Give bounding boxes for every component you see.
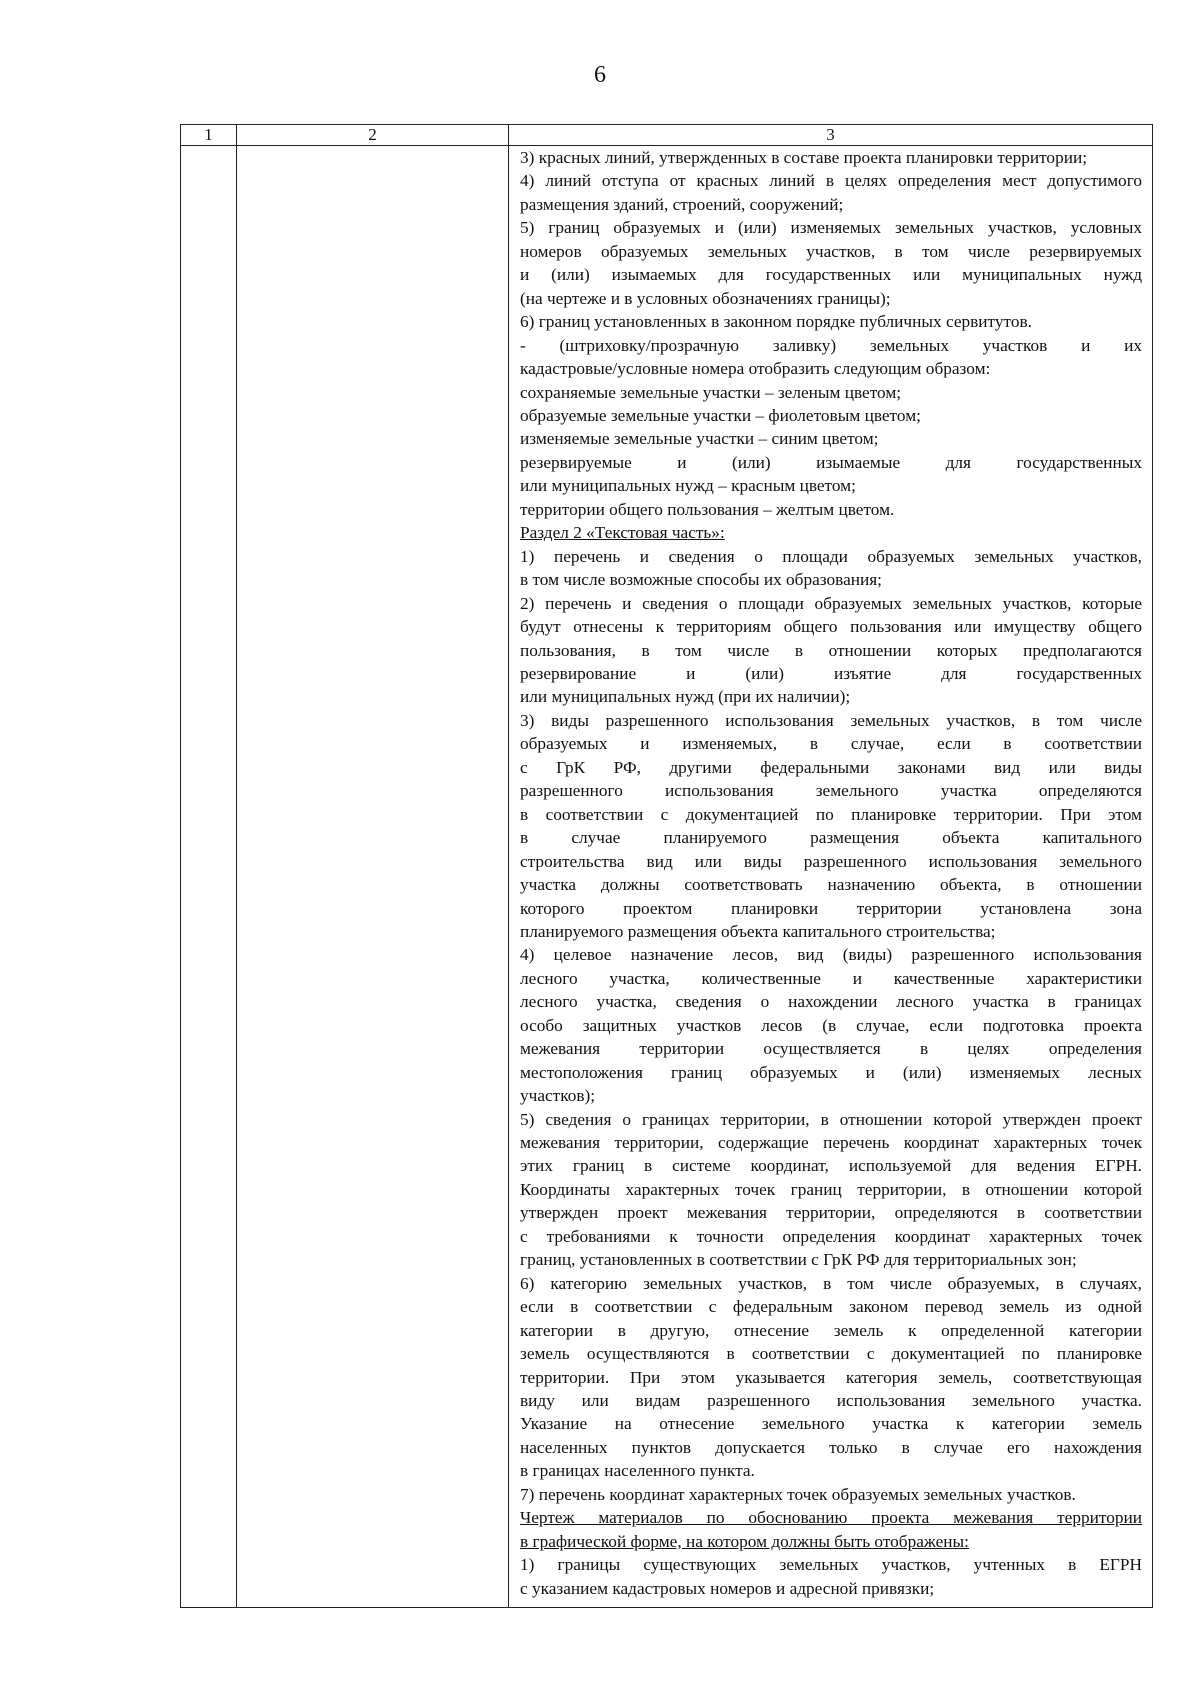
text-line: с ГрК РФ, другими федеральными законами вид или виды	[520, 757, 1142, 777]
text-line: 6) категорию земельных участков, в том числе образуемых, в случаях,	[520, 1273, 1142, 1293]
text-line: в графической форме, на котором должны быть отображены:	[520, 1531, 969, 1551]
text-line: 1) границы существующих земельных участков, учтенных в ЕГРН	[520, 1555, 1142, 1575]
column-1-cell	[181, 146, 237, 1608]
text-line: этих границ в системе координат, используемой для ведения ЕГРН.	[520, 1156, 1142, 1176]
page-number: 6	[594, 62, 606, 88]
text-line: особо защитных участков лесов (в случае, если подготовка проекта	[520, 1015, 1142, 1035]
text-line: 1) перечень и сведения о площади образуемых земельных участков,	[520, 546, 1142, 566]
text-line: если в соответствии с федеральным законом перевод земель из одной	[520, 1297, 1142, 1317]
text-line: планируемого размещения объекта капитального строительства;	[520, 921, 996, 941]
text-line: лесного участка, количественные и качественные характеристики	[520, 968, 1142, 988]
text-line: разрешенного использования земельного участка определяются	[520, 781, 1142, 801]
text-line: земель осуществляются в соответствии с документацией по планировке	[520, 1344, 1142, 1364]
text-line: лесного участка, сведения о нахождении лесного участка в границах	[520, 992, 1142, 1012]
text-line: резервируемые и (или) изымаемые для государственных	[520, 452, 1142, 472]
text-line: сохраняемые земельные участки – зеленым цветом;	[520, 382, 902, 402]
text-line: кадастровые/условные номера отобразить следующим образом:	[520, 359, 991, 379]
column-2-cell	[237, 146, 509, 1608]
text-line: в случае планируемого размещения объекта капитального	[520, 828, 1142, 848]
text-line: размещения зданий, строений, сооружений;	[520, 194, 844, 214]
table-row	[181, 146, 1153, 1608]
document-table	[180, 124, 1153, 1608]
text-line: 5) сведения о границах территории, в отношении которой утвержден проект	[520, 1109, 1142, 1129]
text-line: участка должны соответствовать назначению объекта, в отношении	[520, 875, 1142, 895]
text-line: образуемых и изменяемых, в случае, если в соответствии	[520, 734, 1142, 754]
text-line: 6) границ установленных в законном порядке публичных сервитутов.	[520, 312, 1032, 332]
text-line: Координаты характерных точек границ территории, в отношении которой	[520, 1179, 1142, 1199]
text-line: местоположения границ образуемых и (или) изменяемых лесных	[520, 1062, 1142, 1082]
text-line: резервирование и (или) изъятие для государственных	[520, 663, 1142, 683]
text-line: в соответствии с документацией по планировке территории. При этом	[520, 804, 1142, 824]
text-line: границ, установленных в соответствии с ГрК РФ для территориальных зон;	[520, 1250, 1077, 1270]
text-line: в границах населенного пункта.	[520, 1461, 755, 1481]
text-line: пользования, в том числе в отношении которых предполагаются	[520, 640, 1142, 660]
column-3-cell	[509, 146, 1153, 1608]
text-line: 5) границ образуемых и (или) изменяемых земельных участков, условных	[520, 218, 1142, 238]
text-line: 7) перечень координат характерных точек образуемых земельных участков.	[520, 1484, 1076, 1504]
column-header-1: 1	[181, 125, 237, 146]
text-line: в том числе возможные способы их образования;	[520, 570, 882, 590]
text-line: (на чертеже и в условных обозначениях границы);	[520, 288, 891, 308]
text-line: Раздел 2 «Текстовая часть»:	[520, 523, 725, 543]
column-header-2: 2	[237, 125, 509, 146]
text-line: которого проектом планировки территории установлена зона	[520, 898, 1142, 918]
text-line: межевания территории осуществляется в целях определения	[520, 1039, 1142, 1059]
text-line: с требованиями к точности определения координат характерных точек	[520, 1226, 1142, 1246]
text-line: 3) виды разрешенного использования земельных участков, в том числе	[520, 710, 1142, 730]
text-line: участков);	[520, 1086, 596, 1106]
text-line: территории общего пользования – желтым цветом.	[520, 499, 895, 519]
text-line: с указанием кадастровых номеров и адресной привязки;	[520, 1578, 935, 1598]
text-line: - (штриховку/прозрачную заливку) земельных участков и их	[520, 335, 1142, 355]
text-line: 4) линий отступа от красных линий в целях определения мест допустимого	[520, 171, 1142, 191]
text-line: 2) перечень и сведения о площади образуемых земельных участков, которые	[520, 593, 1142, 613]
text-line: межевания территории, содержащие перечень координат характерных точек	[520, 1133, 1142, 1153]
text-line: и (или) изымаемых для государственных или муниципальных нужд	[520, 265, 1142, 285]
text-line: или муниципальных нужд – красным цветом;	[520, 476, 856, 496]
text-line: виду или видам разрешенного использования земельного участка.	[520, 1391, 1142, 1411]
text-line: утвержден проект межевания территории, определяются в соответствии	[520, 1203, 1142, 1223]
text-line: строительства вид или виды разрешенного использования земельного	[520, 851, 1142, 871]
text-line: населенных пунктов допускается только в случае его нахождения	[520, 1437, 1142, 1457]
text-line: или муниципальных нужд (при их наличии);	[520, 687, 851, 707]
text-line: будут отнесены к территориям общего пользования или имуществу общего	[520, 617, 1142, 637]
text-line: категории в другую, отнесение земель к определенной категории	[520, 1320, 1142, 1340]
column-header-3: 3	[509, 125, 1153, 146]
text-line: Чертеж материалов по обоснованию проекта межевания территории	[520, 1508, 1142, 1528]
text-line: Указание на отнесение земельного участка к категории земель	[520, 1414, 1142, 1434]
text-line: 3) красных линий, утвержденных в составе проекта планировки территории;	[520, 148, 1088, 167]
text-line: территории. При этом указывается категория земель, соответствующая	[520, 1367, 1142, 1387]
text-line: изменяемые земельные участки – синим цветом;	[520, 429, 879, 449]
text-line: 4) целевое назначение лесов, вид (виды) разрешенного использования	[520, 945, 1142, 965]
text-line: номеров образуемых земельных участков, в том числе резервируемых	[520, 241, 1142, 261]
table-header-row	[181, 125, 1153, 146]
text-line: образуемые земельные участки – фиолетовым цветом;	[520, 405, 921, 425]
